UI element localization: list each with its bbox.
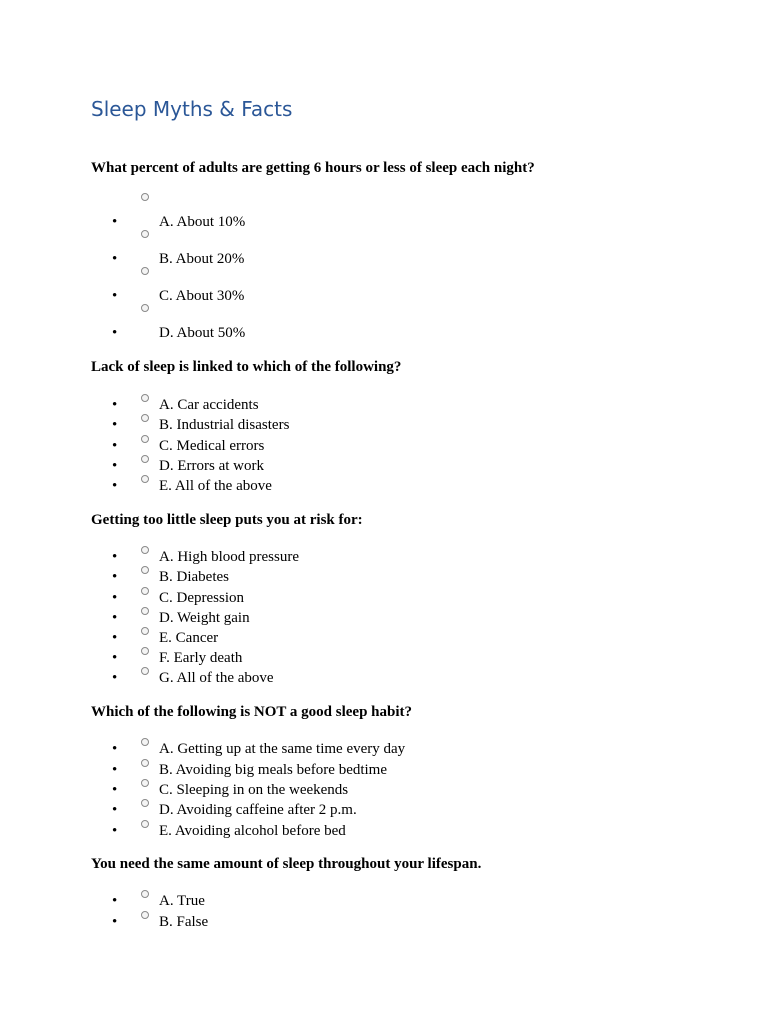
option-label: B. Avoiding big meals before bedtime (159, 762, 388, 778)
answer-option[interactable] (0, 547, 768, 567)
option-label: A. High blood pressure (159, 549, 299, 565)
bullet-icon: • (112, 893, 118, 909)
answer-option[interactable] (0, 668, 768, 688)
answer-option[interactable] (0, 628, 768, 648)
answer-option[interactable] (0, 739, 768, 759)
option-label: D. About 50% (159, 325, 246, 341)
option-label: A. Getting up at the same time every day (159, 741, 406, 757)
option-label: A. True (159, 893, 205, 909)
bullet-icon: • (112, 251, 118, 267)
answer-option[interactable] (0, 800, 768, 820)
radio-button[interactable] (141, 193, 149, 201)
option-label: A. Car accidents (159, 397, 259, 413)
option-label: E. All of the above (159, 478, 272, 494)
question-5: You need the same amount of sleep throughout your lifespan. (91, 856, 482, 872)
option-label: D. Errors at work (159, 458, 264, 474)
radio-button[interactable] (141, 799, 149, 807)
radio-button[interactable] (141, 738, 149, 746)
answer-option[interactable] (0, 567, 768, 587)
bullet-icon: • (112, 458, 118, 474)
bullet-icon: • (112, 782, 118, 798)
question-3: Getting too little sleep puts you at risk for: (91, 512, 363, 528)
page-title: Sleep Myths & Facts (91, 97, 293, 121)
radio-button[interactable] (141, 546, 149, 554)
answer-option[interactable] (0, 456, 768, 476)
option-label: B. False (159, 914, 209, 930)
option-label: F. Early death (159, 650, 243, 666)
answer-option[interactable] (0, 436, 768, 456)
bullet-icon: • (112, 438, 118, 454)
radio-button[interactable] (141, 820, 149, 828)
bullet-icon: • (112, 650, 118, 666)
radio-button[interactable] (141, 587, 149, 595)
option-label: B. Industrial disasters (159, 417, 290, 433)
bullet-icon: • (112, 325, 118, 341)
option-label: C. Sleeping in on the weekends (159, 782, 349, 798)
radio-button[interactable] (141, 890, 149, 898)
radio-button[interactable] (141, 455, 149, 463)
bullet-icon: • (112, 914, 118, 930)
bullet-icon: • (112, 762, 118, 778)
radio-button[interactable] (141, 304, 149, 312)
answer-option[interactable] (0, 891, 768, 911)
radio-button[interactable] (141, 435, 149, 443)
bullet-icon: • (112, 288, 118, 304)
question-4: Which of the following is NOT a good sleep habit? (91, 704, 413, 720)
answer-option[interactable] (0, 476, 768, 496)
radio-button[interactable] (141, 607, 149, 615)
answer-option[interactable] (0, 212, 768, 232)
bullet-icon: • (112, 630, 118, 646)
answer-option[interactable] (0, 323, 768, 343)
answer-option[interactable] (0, 395, 768, 415)
bullet-icon: • (112, 823, 118, 839)
option-label: C. Depression (159, 590, 244, 606)
radio-button[interactable] (141, 414, 149, 422)
option-label: B. Diabetes (159, 569, 229, 585)
option-label: A. About 10% (159, 214, 246, 230)
answer-option[interactable] (0, 588, 768, 608)
radio-button[interactable] (141, 394, 149, 402)
bullet-icon: • (112, 670, 118, 686)
bullet-icon: • (112, 417, 118, 433)
option-label: G. All of the above (159, 670, 274, 686)
radio-button[interactable] (141, 475, 149, 483)
question-2: Lack of sleep is linked to which of the following? (91, 359, 402, 375)
answer-option[interactable] (0, 760, 768, 780)
bullet-icon: • (112, 478, 118, 494)
bullet-icon: • (112, 569, 118, 585)
radio-button[interactable] (141, 230, 149, 238)
radio-button[interactable] (141, 667, 149, 675)
answer-option[interactable] (0, 912, 768, 932)
bullet-icon: • (112, 610, 118, 626)
option-label: C. Medical errors (159, 438, 265, 454)
answer-option[interactable] (0, 780, 768, 800)
radio-button[interactable] (141, 911, 149, 919)
answer-option[interactable] (0, 648, 768, 668)
option-label: E. Cancer (159, 630, 219, 646)
option-label: D. Weight gain (159, 610, 250, 626)
answer-option[interactable] (0, 608, 768, 628)
answer-option[interactable] (0, 415, 768, 435)
answer-option[interactable] (0, 286, 768, 306)
question-1: What percent of adults are getting 6 hours or less of sleep each night? (91, 160, 535, 176)
bullet-icon: • (112, 590, 118, 606)
option-label: D. Avoiding caffeine after 2 p.m. (159, 802, 357, 818)
bullet-icon: • (112, 214, 118, 230)
radio-button[interactable] (141, 779, 149, 787)
option-label: E. Avoiding alcohol before bed (159, 823, 346, 839)
answer-option[interactable] (0, 249, 768, 269)
radio-button[interactable] (141, 647, 149, 655)
bullet-icon: • (112, 397, 118, 413)
bullet-icon: • (112, 741, 118, 757)
bullet-icon: • (112, 549, 118, 565)
radio-button[interactable] (141, 627, 149, 635)
radio-button[interactable] (141, 566, 149, 574)
radio-button[interactable] (141, 267, 149, 275)
bullet-icon: • (112, 802, 118, 818)
radio-button[interactable] (141, 759, 149, 767)
option-label: B. About 20% (159, 251, 245, 267)
option-label: C. About 30% (159, 288, 245, 304)
answer-option[interactable] (0, 821, 768, 841)
